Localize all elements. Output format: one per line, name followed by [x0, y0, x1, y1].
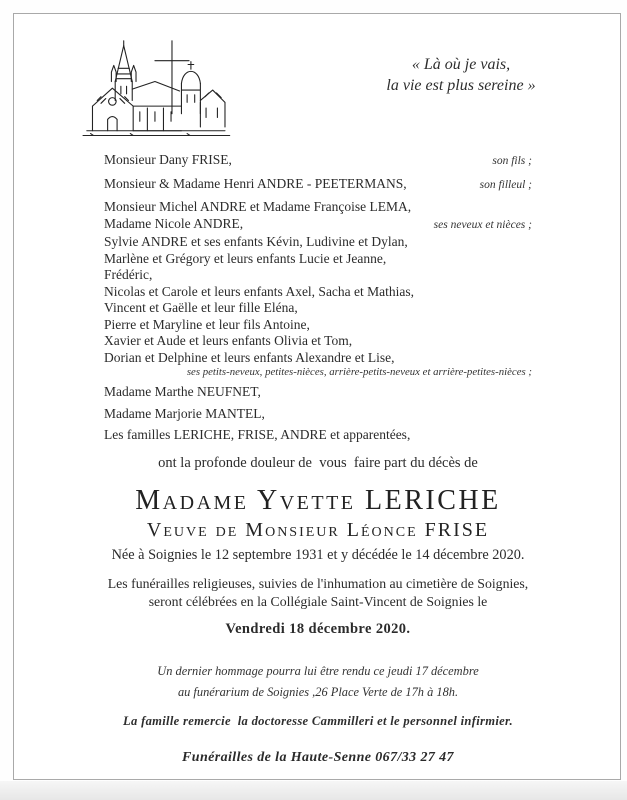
announcement-line: ont la profonde douleur de vous faire part du décès de — [158, 454, 478, 471]
quote — [316, 54, 606, 96]
funeral-home-line: Funérailles de la Haute-Senne 067/33 27 47 — [182, 749, 454, 765]
church-icon — [72, 38, 236, 144]
mourner-name: Dorian et Delphine et leurs enfants Alexandre et Lise, — [104, 349, 395, 365]
mourner-row — [104, 366, 532, 379]
deceased-name: Madame Yvette LERICHE — [135, 484, 501, 516]
mourner-row — [104, 333, 532, 350]
homage-paragraph — [104, 661, 532, 703]
relation-label: son fils ; — [492, 155, 532, 167]
page-content — [14, 14, 620, 779]
mourner-row — [104, 251, 532, 268]
homage-line-1: Un dernier hommage pourra lui être rendu ce jeudi 17 décembre — [157, 663, 479, 678]
mourner-row — [104, 350, 532, 367]
deceased-subtitle: Veuve de Monsieur Léonce FRISE — [146, 518, 490, 541]
mourner-name: Pierre et Maryline et leur fils Antoine, — [104, 316, 310, 332]
mourner-name: Nicolas et Carole et leurs enfants Axel, Sacha et Mathias, — [104, 283, 415, 299]
mourner-row — [104, 199, 532, 216]
mourner-row — [104, 300, 532, 317]
mourner-name: Monsieur & Madame Henri ANDRE - PEETERMANS, — [104, 175, 407, 191]
funeral-paragraph — [104, 575, 532, 612]
mourner-name: Marlène et Grégory et leurs enfants Lucie et Jeanne, — [104, 250, 387, 266]
funeral-line-1: Les funérailles religieuses, suivies de l'inhumation au cimetière de Soignies, — [107, 575, 529, 591]
header — [104, 14, 536, 144]
mourner-name: Frédéric, — [104, 267, 153, 282]
mourner-name: Monsieur Michel ANDRE et Madame Françoise LEMA, — [104, 199, 412, 214]
mourners-list — [104, 152, 532, 444]
mourner-name: Les familles LERICHE, FRISE, ANDRE et apparentées, — [104, 427, 411, 442]
homage-line-2: au funérarium de Soignies ,26 Place Verte de 17h à 18h. — [177, 684, 459, 699]
mourner-row — [104, 406, 532, 423]
funeral-date: Vendredi 18 décembre 2020. — [225, 620, 411, 637]
mourner-name: Xavier et Aude et leurs enfants Olivia et Tom, — [104, 333, 353, 348]
life-dates: Née à Soignies le 12 septembre 1931 et y décédée le 14 décembre 2020. — [111, 546, 525, 563]
funeral-line-2: seront célébrées en la Collégiale Saint-Vincent de Soignies le — [148, 594, 488, 609]
mourner-row — [104, 317, 532, 334]
mourner-row — [104, 284, 532, 301]
mourner-name: Madame Nicole ANDRE, — [104, 215, 244, 231]
relation-label: ses neveux et nièces ; — [433, 218, 532, 231]
mourner-row — [104, 216, 532, 234]
mourner-row — [104, 234, 532, 251]
mourner-row — [104, 384, 532, 401]
relation-label: ses petits-neveux, petites-nièces, arrière-petits-neveux et arrière-petites-nièces ; — [186, 366, 532, 378]
mourner-row — [104, 427, 532, 444]
scan-bottom-shadow — [0, 781, 627, 800]
quote-line-1: « Là où je vais, — [411, 56, 511, 73]
mourner-name: Vincent et Gaëlle et leur fille Eléna, — [104, 300, 298, 315]
mourner-name: Madame Marthe NEUFNET, — [104, 384, 261, 399]
mourner-name: Monsieur Dany FRISE, — [104, 152, 232, 167]
relation-label: son filleul ; — [479, 178, 532, 191]
thanks-line: La famille remercie la doctoresse Cammilleri et le personnel infirmier. — [123, 713, 513, 728]
mourner-row — [104, 152, 532, 170]
mourner-name: Madame Marjorie MANTEL, — [104, 405, 265, 421]
mourner-row — [104, 176, 532, 194]
mourner-name: Sylvie ANDRE et ses enfants Kévin, Ludivine et Dylan, — [104, 234, 408, 249]
quote-line-2: la vie est plus sereine » — [386, 77, 536, 94]
mourner-row — [104, 267, 532, 284]
